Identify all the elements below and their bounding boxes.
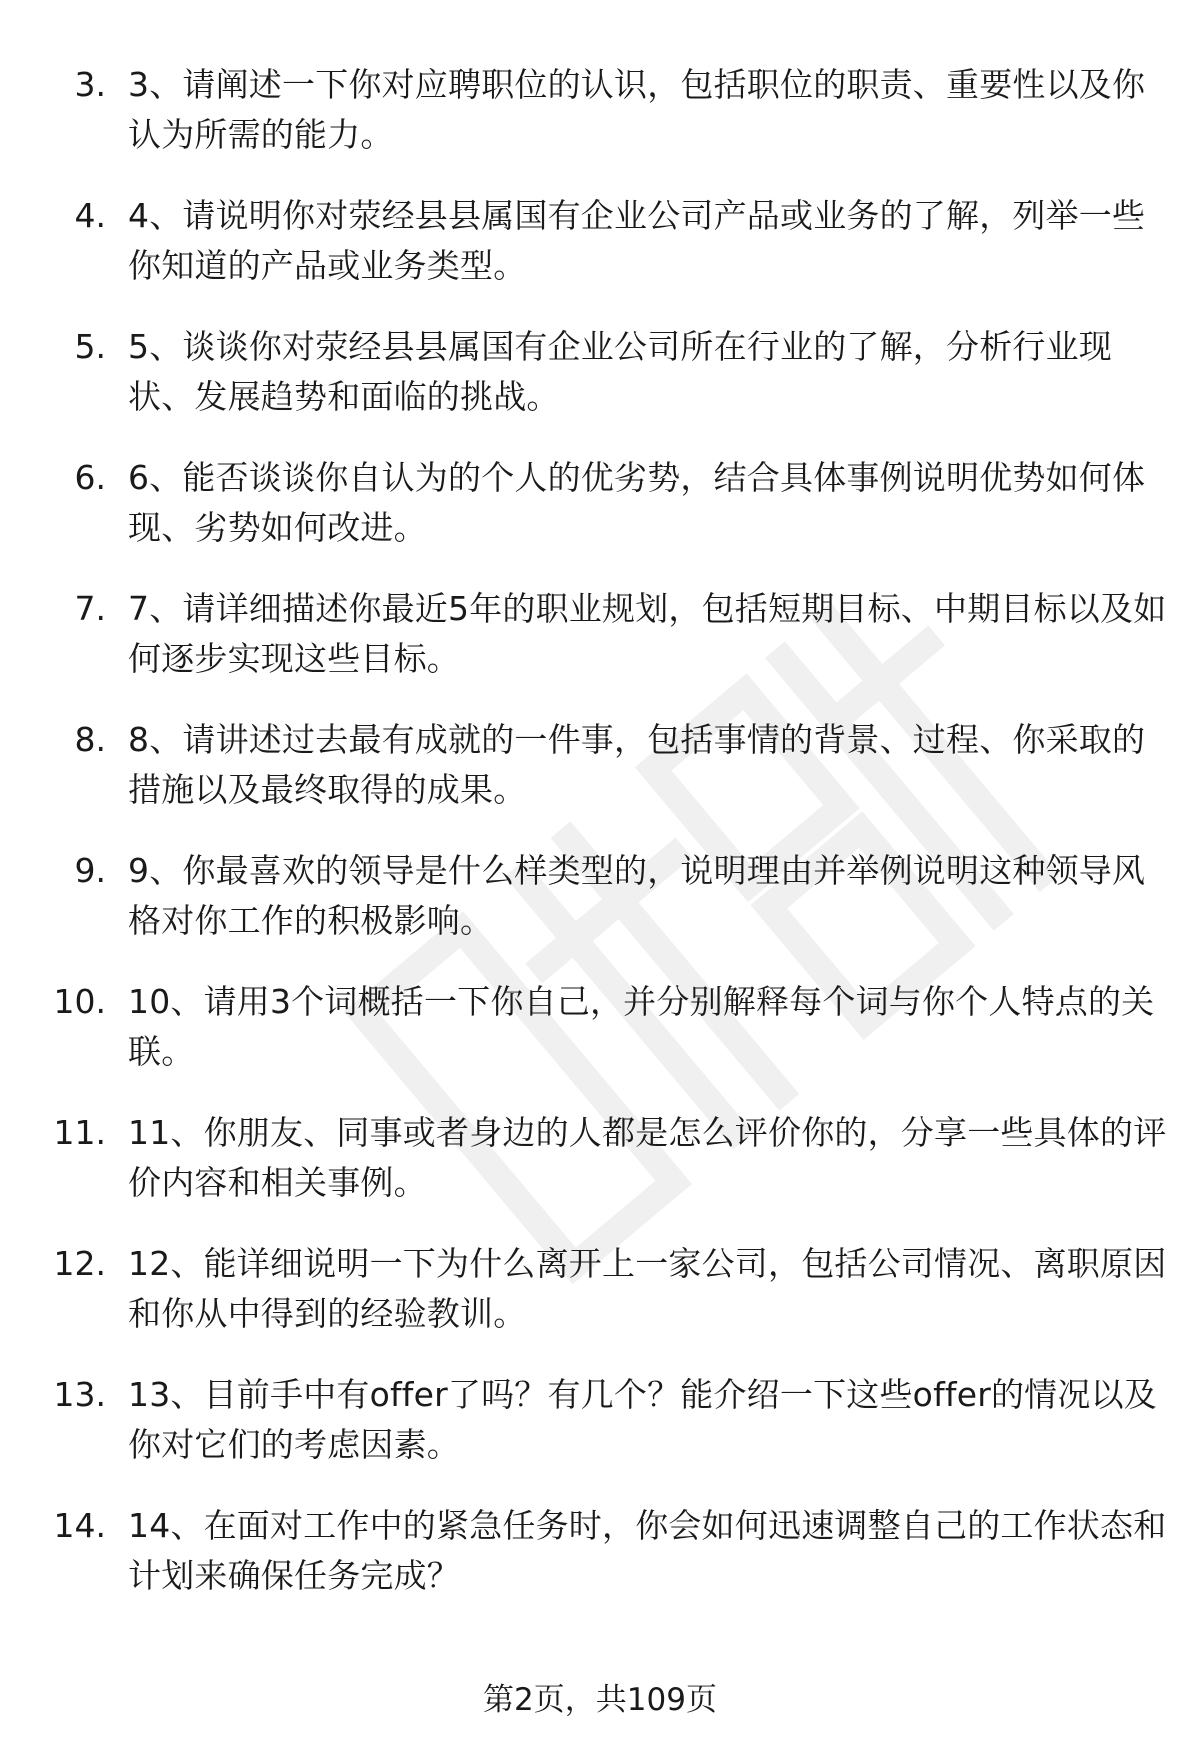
- question-number: 13.: [53, 1375, 106, 1414]
- question-item: [0, 173, 1200, 304]
- question-text: 12、能详细说明一下为什么离开上一家公司，包括公司情况、离职原因和你从中得到的经验教训。: [128, 1244, 1167, 1333]
- question-item: [0, 1483, 1200, 1614]
- question-number: 9.: [74, 851, 106, 890]
- question-text: 13、目前手中有offer了吗？有几个？能介绍一下这些offer的情况以及你对它们的考虑因素。: [128, 1375, 1157, 1464]
- question-number: 12.: [53, 1244, 106, 1283]
- question-text: 10、请用3个词概括一下你自己，并分别解释每个词与你个人特点的关联。: [128, 982, 1155, 1071]
- question-item: [0, 1352, 1200, 1483]
- question-text: 3、请阐述一下你对应聘职位的认识，包括职位的职责、重要性以及你认为所需的能力。: [128, 65, 1146, 154]
- question-item: [0, 42, 1200, 173]
- question-item: [0, 566, 1200, 697]
- question-text: 8、请讲述过去最有成就的一件事，包括事情的背景、过程、你采取的措施以及最终取得的成果。: [128, 720, 1146, 809]
- question-item: [0, 304, 1200, 435]
- question-item: [0, 435, 1200, 566]
- question-item: [0, 959, 1200, 1090]
- page-footer: 第2页，共109页: [483, 1682, 717, 1718]
- question-text: 5、谈谈你对荥经县县属国有企业公司所在行业的了解，分析行业现状、发展趋势和面临的挑战。: [128, 327, 1112, 416]
- question-text: 7、请详细描述你最近5年的职业规划，包括短期目标、中期目标以及如何逐步实现这些目标。: [128, 589, 1167, 678]
- question-number: 11.: [53, 1113, 106, 1152]
- question-number: 3.: [74, 65, 106, 104]
- question-text: 11、你朋友、同事或者身边的人都是怎么评价你的，分享一些具体的评价内容和相关事例。: [128, 1113, 1167, 1202]
- question-number: 14.: [53, 1506, 106, 1545]
- question-number: 5.: [74, 327, 106, 366]
- question-text: 14、在面对工作中的紧急任务时，你会如何迅速调整自己的工作状态和计划来确保任务完成？: [128, 1506, 1167, 1595]
- question-item: [0, 1090, 1200, 1221]
- question-number: 8.: [74, 720, 106, 759]
- question-number: 7.: [74, 589, 106, 628]
- question-number: 4.: [74, 196, 106, 235]
- question-item: [0, 697, 1200, 828]
- question-number: 6.: [74, 458, 106, 497]
- question-item: [0, 828, 1200, 959]
- question-list: [0, 42, 1200, 1614]
- question-text: 6、能否谈谈你自认为的个人的优劣势，结合具体事例说明优势如何体现、劣势如何改进。: [128, 458, 1146, 547]
- question-number: 10.: [53, 982, 106, 1021]
- question-text: 9、你最喜欢的领导是什么样类型的，说明理由并举例说明这种领导风格对你工作的积极影响。: [128, 851, 1146, 940]
- question-item: [0, 1221, 1200, 1352]
- question-text: 4、请说明你对荥经县县属国有企业公司产品或业务的了解，列举一些你知道的产品或业务类型。: [128, 196, 1146, 285]
